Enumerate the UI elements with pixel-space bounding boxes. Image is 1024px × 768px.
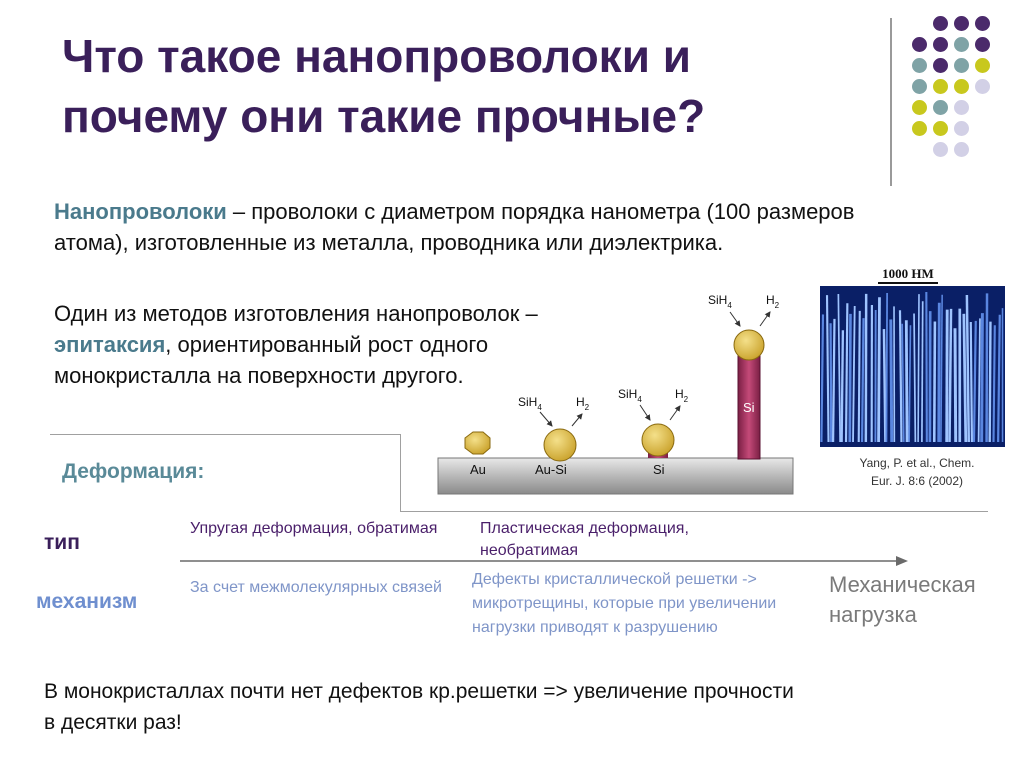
elastic-mechanism-text: За счет межмолекулярных связей <box>190 579 442 596</box>
micrograph-wire <box>831 323 832 442</box>
section-divider-step <box>400 434 401 512</box>
decorative-dot <box>933 100 948 115</box>
micrograph-wire <box>955 328 956 442</box>
decorative-dot <box>912 58 927 73</box>
load-axis-arrow <box>180 554 910 568</box>
decorative-dot <box>912 37 927 52</box>
decorative-dot <box>933 121 948 136</box>
decorative-dot <box>954 79 969 94</box>
mechanical-load-label: Механическая нагрузка <box>829 572 976 627</box>
decorative-dot <box>933 37 948 52</box>
label-sih4-3: SiH$_4$ <box>708 293 732 310</box>
decorative-dot <box>954 121 969 136</box>
micrograph-wire <box>990 322 991 442</box>
micrograph-wire <box>934 322 935 442</box>
micrograph-wire <box>939 303 940 442</box>
decorative-dot <box>933 142 948 157</box>
micrograph-wire <box>879 297 880 442</box>
micrograph-wire <box>862 318 863 442</box>
label-si: Si <box>653 462 665 477</box>
decorative-dot <box>954 100 969 115</box>
deformation-heading: Деформация: <box>62 460 205 483</box>
decorative-dot <box>975 79 990 94</box>
micrograph-wire <box>842 330 843 442</box>
decorative-dot <box>975 16 990 31</box>
au-droplet <box>465 432 490 454</box>
decorative-dot <box>912 100 927 115</box>
definition-text: – проволоки с диаметром порядка нанометра (100 размеров атома), изготовленные из металла, проводника или диэлектрика. <box>54 199 855 255</box>
decorative-dot <box>912 79 927 94</box>
decorative-dot <box>933 79 948 94</box>
elastic-deformation-type: Упругая деформация, обратимая <box>190 520 438 537</box>
micrograph-wire <box>922 301 923 442</box>
label-h2-2: $H_2$ <box>675 387 689 404</box>
substrate <box>438 458 793 494</box>
method-text-after: , ориентированный рост одного монокристалла на поверхности другого. <box>54 332 489 388</box>
micrograph-wire <box>906 320 907 442</box>
micrograph-wire <box>833 319 834 442</box>
decorative-dot <box>954 37 969 52</box>
micrograph-wire <box>846 303 847 442</box>
decorative-dot <box>933 58 948 73</box>
label-si-tall: Si <box>743 400 755 415</box>
micrograph-wire <box>821 314 823 442</box>
micrograph-wire <box>994 325 995 442</box>
section-divider-right <box>400 511 988 512</box>
micrograph-wire <box>850 314 851 442</box>
decorative-dot <box>954 142 969 157</box>
label-sih4-1: SiH$_4$ <box>518 395 542 412</box>
definition-term: Нанопроволоки <box>54 199 227 224</box>
label-au-si: Au-Si <box>535 462 567 477</box>
plastic-deformation-type: Пластическая деформация, необратимая <box>480 520 689 559</box>
micrograph-scale-label: 1000 НМ <box>882 266 934 281</box>
nanowire-micrograph <box>820 262 1005 447</box>
conclusion-text: В монокристаллах почти нет дефектов кр.решетки => увеличение прочности в десятки раз! <box>44 680 794 734</box>
definition-paragraph <box>54 196 874 258</box>
label-h2-1: $H_2$ <box>576 395 590 412</box>
method-term: эпитаксия <box>54 332 166 357</box>
micrograph-wire <box>964 314 966 442</box>
micrograph-wire <box>891 319 892 442</box>
title-divider <box>890 18 892 186</box>
nanowire-droplet <box>734 330 764 360</box>
micrograph-citation: Yang, P. et al., Chem. Eur. J. 8:6 (2002) <box>859 456 975 488</box>
micrograph-wire <box>859 311 860 442</box>
micrograph-wire <box>918 294 919 442</box>
mechanism-row-label: механизм <box>36 590 138 613</box>
decorative-dot <box>954 58 969 73</box>
decorative-dot <box>933 16 948 31</box>
type-row-label: тип <box>44 531 80 554</box>
slide-title: Что такое нанопроволоки и почему они такие прочные? <box>62 30 706 142</box>
micrograph-wire <box>971 322 972 442</box>
micrograph-wire <box>884 329 885 442</box>
decorative-dot <box>954 16 969 31</box>
decorative-dot <box>912 121 927 136</box>
au-si-droplet <box>544 429 576 461</box>
method-text-before: Один из методов изготовления нанопроволок – <box>54 301 538 326</box>
label-h2-3: $H_2$ <box>766 293 780 310</box>
decorative-dot <box>975 58 990 73</box>
decorative-dot <box>975 37 990 52</box>
micrograph-wire <box>950 309 952 442</box>
plastic-mechanism-text: Дефекты кристаллической решетки -> микротрещины, которые при увеличении нагрузки приводят к разрушению <box>472 571 777 636</box>
label-sih4-2: SiH$_4$ <box>618 387 642 404</box>
micrograph-wire <box>900 310 901 442</box>
micrograph-wire <box>982 313 983 442</box>
si-droplet <box>642 424 674 456</box>
label-au: Au <box>470 462 486 477</box>
micrograph-wire <box>886 293 887 442</box>
epitaxy-growth-diagram <box>400 280 820 510</box>
section-divider-left <box>50 434 401 435</box>
